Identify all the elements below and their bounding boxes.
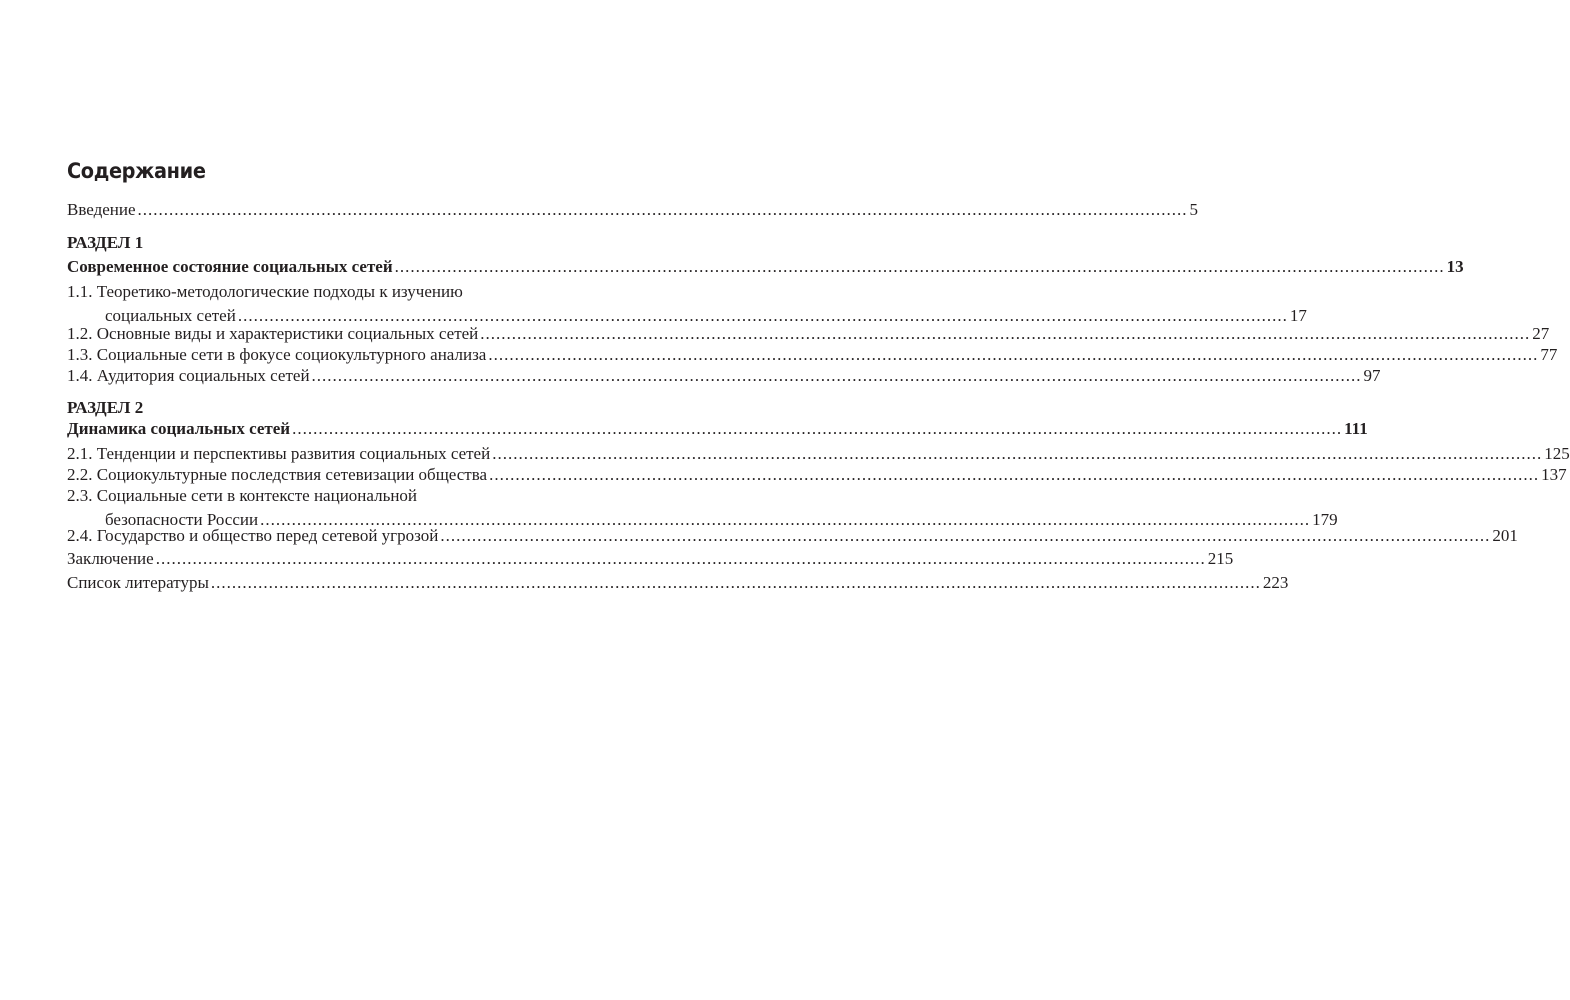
toc-entry-label: 2.1. Тенденции и перспективы развития социальных сетей <box>67 444 491 463</box>
leader-dots: ........................................................................................................................................................................................................ <box>489 465 1540 484</box>
leader-dots: ........................................................................................................................................................................................................ <box>137 200 1188 219</box>
toc-entry-section-2 <box>67 417 1368 441</box>
toc-entry-label: Заключение <box>67 549 154 568</box>
toc-page-number: 179 <box>1312 510 1338 529</box>
toc-page-number: 223 <box>1262 573 1289 592</box>
toc-entry-section-1 <box>67 255 1464 279</box>
toc-page-number: 17 <box>1289 306 1307 325</box>
leader-dots: ........................................................................................................................................................................................................ <box>237 306 1288 325</box>
leader-dots: ........................................................................................................................................................................................................ <box>480 324 1531 343</box>
toc-entry-conclusion <box>67 547 1234 571</box>
leader-dots: ........................................................................................................................................................................................................ <box>492 444 1543 463</box>
toc-page-number: 5 <box>1189 200 1199 219</box>
leader-dots: ........................................................................................................................................................................................................ <box>440 526 1491 545</box>
toc-entry-label-continued: социальных сетей <box>105 306 236 325</box>
toc-entry-label: 1.3. Социальные сети в фокусе социокультурного анализа <box>67 345 487 364</box>
toc-entry-label: 1.4. Аудитория социальных сетей <box>67 366 310 385</box>
toc-entry-introduction <box>67 198 1199 222</box>
leader-dots: ........................................................................................................................................................................................................ <box>311 366 1362 385</box>
section-2-heading: РАЗДЕЛ 2 <box>67 398 144 417</box>
toc-entry-label: 1.1. Теоретико-методологические подходы к изучению <box>67 282 463 301</box>
toc-entry-2-4 <box>67 524 1518 548</box>
toc-page-number: 97 <box>1363 366 1381 385</box>
toc-page-number: 77 <box>1540 345 1558 364</box>
leader-dots: ........................................................................................................................................................................................................ <box>394 257 1445 276</box>
toc-entry-label: Список литературы <box>67 573 209 592</box>
toc-entry-label: 1.2. Основные виды и характеристики социальных сетей <box>67 324 479 343</box>
toc-page-number: 27 <box>1532 324 1550 343</box>
leader-dots: ........................................................................................................................................................................................................ <box>210 573 1261 592</box>
toc-page-number: 137 <box>1541 465 1567 484</box>
toc-page-number: 125 <box>1544 444 1570 463</box>
toc-entry-label: Введение <box>67 200 136 219</box>
toc-entry-label: Динамика социальных сетей <box>67 419 291 438</box>
toc-entry-1-4 <box>67 364 1381 388</box>
toc-page-number: 201 <box>1492 526 1518 545</box>
toc-entry-1-1 <box>67 280 1307 328</box>
toc-entry-label: Современное состояние социальных сетей <box>67 257 393 276</box>
leader-dots: ........................................................................................................................................................................................................ <box>292 419 1343 438</box>
toc-entry-bibliography <box>67 571 1289 595</box>
toc-entry-label: 2.2. Социокультурные последствия сетевизации общества <box>67 465 488 484</box>
leader-dots: ........................................................................................................................................................................................................ <box>488 345 1539 364</box>
page-title: Содержание <box>67 159 206 183</box>
toc-page-number: 111 <box>1344 419 1368 438</box>
leader-dots: ........................................................................................................................................................................................................ <box>260 510 1311 529</box>
toc-entry-label-continued: безопасности России <box>105 510 259 529</box>
leader-dots: ........................................................................................................................................................................................................ <box>155 549 1206 568</box>
toc-page-number: 13 <box>1446 257 1464 276</box>
toc-entry-label: 2.4. Государство и общество перед сетевой угрозой <box>67 526 439 545</box>
toc-entry-label: 2.3. Социальные сети в контексте национальной <box>67 486 418 505</box>
toc-page-number: 215 <box>1207 549 1234 568</box>
section-1-heading: РАЗДЕЛ 1 <box>67 233 144 252</box>
